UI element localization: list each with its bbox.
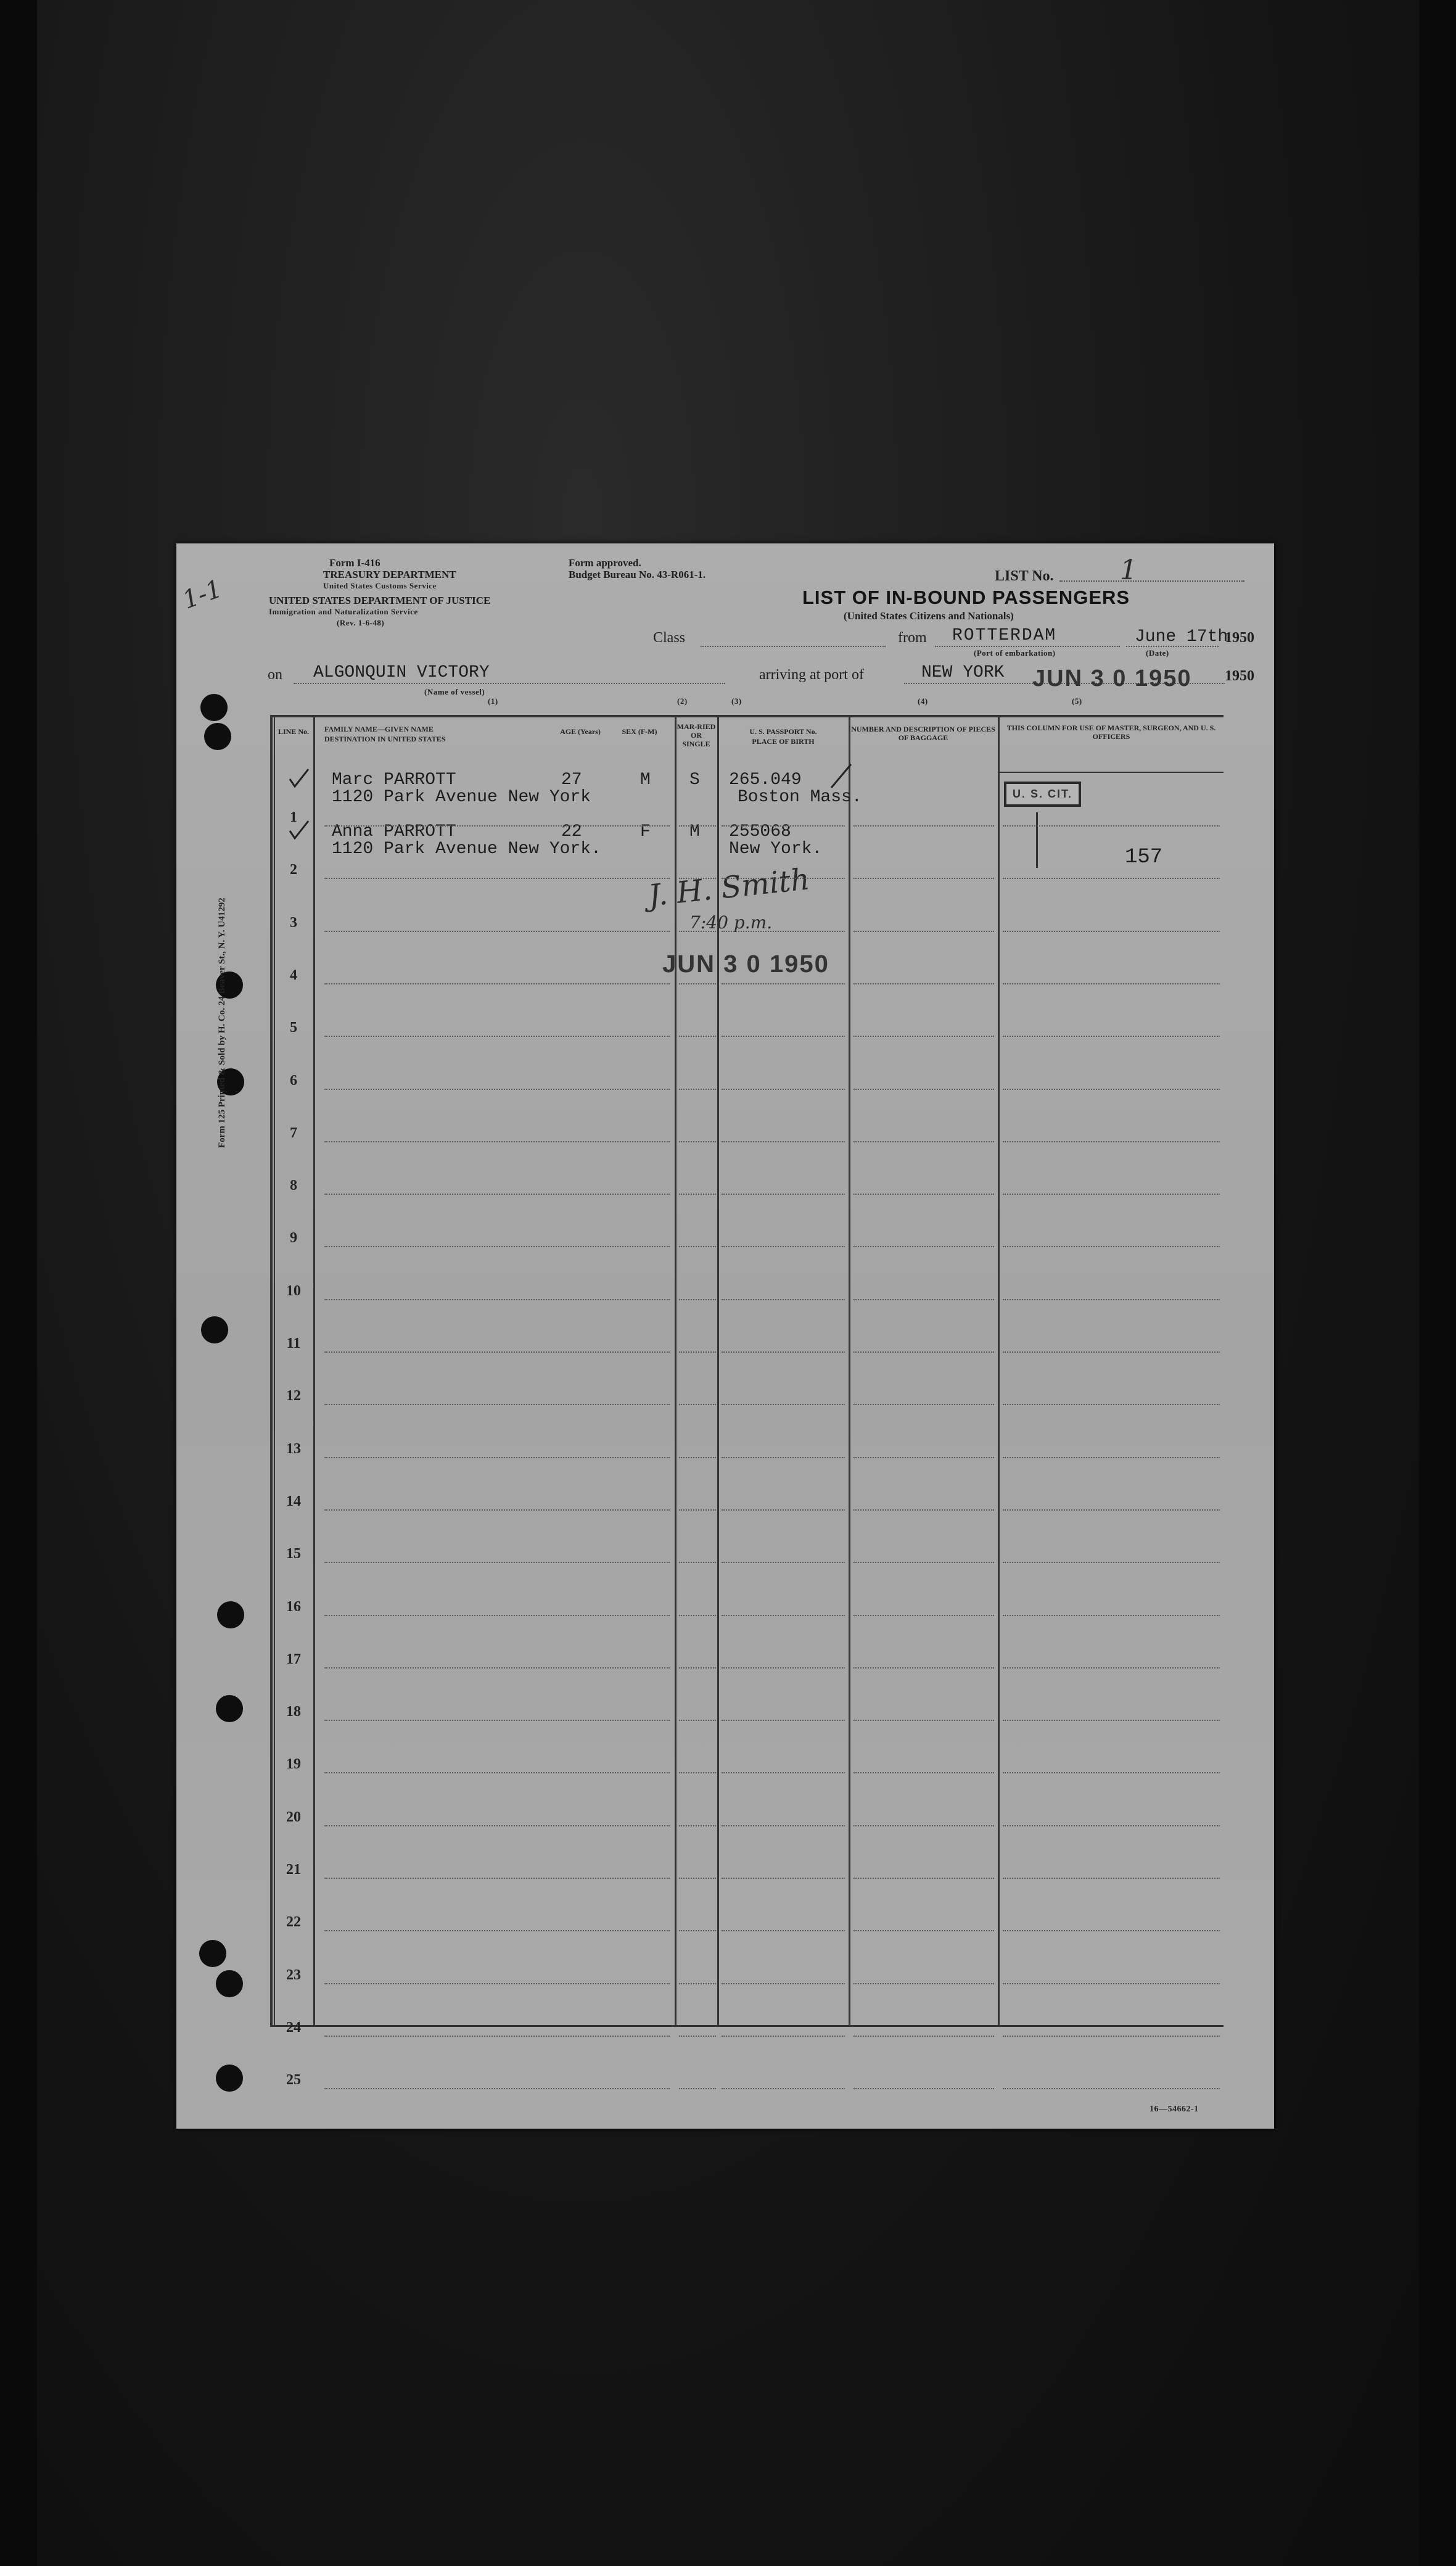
row-rule bbox=[722, 1194, 845, 1195]
row-rule bbox=[853, 1562, 994, 1563]
row-rule bbox=[853, 1667, 994, 1669]
line-number: 9 bbox=[290, 1230, 297, 1247]
vessel-name: ALGONQUIN VICTORY bbox=[313, 663, 490, 682]
row-rule bbox=[1003, 1246, 1220, 1247]
row-rule bbox=[722, 1246, 845, 1247]
row-rule bbox=[722, 1825, 845, 1826]
port-embark-caption: (Port of embarkation) bbox=[974, 648, 1056, 658]
date-caption: (Date) bbox=[1146, 648, 1169, 658]
passenger-sex: F bbox=[640, 822, 651, 841]
line-number: 19 bbox=[286, 1756, 301, 1773]
row-rule bbox=[1003, 1825, 1220, 1826]
line-number: 3 bbox=[290, 914, 297, 931]
row-rule bbox=[679, 1825, 716, 1826]
form-approved: Form approved. bbox=[569, 557, 641, 569]
line-number: 6 bbox=[290, 1072, 297, 1089]
row-rule bbox=[324, 1457, 670, 1458]
row-rule bbox=[1003, 931, 1220, 932]
row-rule bbox=[1003, 1667, 1220, 1669]
punch-hole bbox=[216, 2065, 243, 2092]
port-of-embarkation: ROTTERDAM bbox=[952, 626, 1057, 645]
line-number: 7 bbox=[290, 1124, 297, 1141]
row-rule bbox=[679, 1720, 716, 1721]
col-age: AGE (Years) bbox=[560, 727, 601, 736]
row-rule bbox=[324, 1930, 670, 1931]
row-rule bbox=[853, 1246, 994, 1247]
line-number: 12 bbox=[286, 1388, 301, 1405]
line-number: 5 bbox=[290, 1020, 297, 1036]
col-birthplace: PLACE OF BIRTH bbox=[752, 737, 815, 746]
film-edge-left bbox=[0, 0, 37, 2566]
row-rule bbox=[679, 1299, 716, 1300]
inspector-time: 7:40 p.m. bbox=[689, 912, 773, 933]
row-rule bbox=[722, 1351, 845, 1353]
row-rule bbox=[324, 1404, 670, 1405]
customs-service: United States Customs Service bbox=[323, 581, 437, 590]
punch-hole bbox=[216, 1695, 243, 1722]
row-rule bbox=[679, 931, 716, 932]
col-baggage: NUMBER AND DESCRIPTION OF PIECES OF BAGGAGE bbox=[851, 725, 995, 742]
row-rule bbox=[853, 1878, 994, 1879]
row-rule bbox=[853, 983, 994, 984]
year-2: 1950 bbox=[1225, 668, 1254, 684]
row-rule bbox=[722, 1141, 845, 1142]
row-rule bbox=[324, 1036, 670, 1037]
row-rule bbox=[679, 1141, 716, 1142]
row-rule bbox=[679, 1246, 716, 1247]
row-rule bbox=[722, 1509, 845, 1511]
row-rule bbox=[853, 1036, 994, 1037]
row-rule bbox=[722, 2088, 845, 2089]
passenger-birthplace: Boston Mass. bbox=[738, 788, 862, 807]
row-rule bbox=[324, 1299, 670, 1300]
row-rule bbox=[679, 1457, 716, 1458]
passenger-destination: 1120 Park Avenue New York bbox=[332, 788, 591, 807]
row-rule bbox=[679, 1878, 716, 1879]
row-rule bbox=[1003, 1036, 1220, 1037]
us-citizen-stamp: U. S. CIT. bbox=[1004, 782, 1081, 807]
tick-mark-icon bbox=[829, 761, 853, 791]
col-sex: SEX (F-M) bbox=[622, 727, 657, 736]
row-rule bbox=[853, 1930, 994, 1931]
row-rule bbox=[1003, 1299, 1220, 1300]
row-rule bbox=[679, 1036, 716, 1037]
row-rule bbox=[679, 1089, 716, 1090]
row-rule bbox=[1003, 1878, 1220, 1879]
row-rule bbox=[853, 1089, 994, 1090]
row-rule bbox=[324, 2036, 670, 2037]
row-rule bbox=[679, 1404, 716, 1405]
col-name: FAMILY NAME—GIVEN NAME bbox=[324, 725, 434, 733]
passenger-marital: S bbox=[689, 770, 700, 790]
row-rule bbox=[1003, 1194, 1220, 1195]
row-rule bbox=[853, 1141, 994, 1142]
passenger-name: Marc PARROTT bbox=[332, 770, 456, 790]
punch-hole bbox=[200, 694, 228, 721]
row-rule bbox=[324, 1089, 670, 1090]
on-label: on bbox=[268, 667, 282, 683]
row-rule bbox=[324, 878, 670, 879]
check-mark-icon bbox=[287, 767, 312, 791]
row-rule bbox=[1003, 1615, 1220, 1616]
passenger-birthplace: New York. bbox=[729, 840, 823, 859]
row-rule bbox=[324, 1878, 670, 1879]
row-rule bbox=[722, 1562, 845, 1563]
line-number: 13 bbox=[286, 1440, 301, 1457]
line-number: 11 bbox=[286, 1335, 301, 1351]
arriving-label: arriving at port of bbox=[759, 667, 864, 683]
row-rule bbox=[853, 1194, 994, 1195]
row-rule bbox=[722, 1036, 845, 1037]
row-rule bbox=[853, 1404, 994, 1405]
row-rule bbox=[853, 1720, 994, 1721]
row-rule bbox=[1003, 1351, 1220, 1353]
row-rule bbox=[722, 1615, 845, 1616]
row-rule bbox=[853, 2088, 994, 2089]
row-rule bbox=[324, 931, 670, 932]
row-rule bbox=[324, 1772, 670, 1773]
row-rule bbox=[1003, 1089, 1220, 1090]
film-edge-right bbox=[1419, 0, 1456, 2566]
row-rule bbox=[1003, 1404, 1220, 1405]
row-rule bbox=[853, 2036, 994, 2037]
col-officers: THIS COLUMN FOR USE OF MASTER, SURGEON, AND U. S. OFFICERS bbox=[1006, 724, 1216, 741]
line-number: 24 bbox=[286, 2019, 301, 2036]
corner-mark: 1-1 bbox=[179, 574, 226, 615]
row-rule bbox=[679, 2088, 716, 2089]
line-number: 22 bbox=[286, 1914, 301, 1931]
row-rule bbox=[722, 2036, 845, 2037]
revision: (Rev. 1-6-48) bbox=[337, 618, 385, 627]
row-rule bbox=[679, 1983, 716, 1984]
side-margin-imprint: Form 125 Printed & Sold by H. Co. 24 Beaver St., N. Y. U41292 bbox=[217, 897, 227, 1148]
line-number: 23 bbox=[286, 1966, 301, 1983]
punch-hole bbox=[216, 1970, 243, 1997]
passenger-sex: M bbox=[640, 770, 651, 790]
row-rule bbox=[853, 1457, 994, 1458]
line-number: 2 bbox=[290, 862, 297, 878]
row-rule bbox=[722, 1930, 845, 1931]
row-rule bbox=[324, 1667, 670, 1669]
row-rule bbox=[679, 1351, 716, 1353]
row-rule bbox=[324, 1141, 670, 1142]
row-rule bbox=[853, 1772, 994, 1773]
punch-hole bbox=[204, 723, 231, 750]
punch-hole bbox=[199, 1940, 226, 1967]
row-rule bbox=[722, 1089, 845, 1090]
line-number: 10 bbox=[286, 1282, 301, 1299]
line-number: 14 bbox=[286, 1493, 301, 1509]
row-rule bbox=[722, 1720, 845, 1721]
row-rule bbox=[722, 1667, 845, 1669]
form-title: LIST OF IN-BOUND PASSENGERS bbox=[802, 587, 1130, 608]
punch-hole bbox=[217, 1601, 244, 1628]
row-rule bbox=[853, 1351, 994, 1353]
class-label: Class bbox=[653, 630, 686, 646]
row-rule bbox=[324, 1246, 670, 1247]
row-rule bbox=[1003, 1457, 1220, 1458]
row-rule bbox=[853, 1825, 994, 1826]
port-of-arrival: NEW YORK bbox=[921, 663, 1005, 682]
passenger-passport: 255068 bbox=[729, 822, 791, 841]
col-married: MAR-RIED OR SINGLE bbox=[677, 722, 716, 748]
punch-hole bbox=[201, 1316, 228, 1343]
row-rule bbox=[324, 1615, 670, 1616]
row-rule bbox=[1003, 878, 1220, 879]
row-rule bbox=[1003, 1720, 1220, 1721]
row-rule bbox=[1003, 1509, 1220, 1511]
row-rule bbox=[324, 983, 670, 984]
row-rule bbox=[324, 2088, 670, 2089]
row-rule bbox=[1003, 2036, 1220, 2037]
row-rule bbox=[853, 1509, 994, 1511]
row-rule bbox=[324, 1509, 670, 1511]
col-passport: U. S. PASSPORT No. bbox=[749, 727, 817, 736]
line-number: 17 bbox=[286, 1651, 301, 1667]
form-number: Form I-416 bbox=[329, 557, 380, 569]
row-rule bbox=[853, 1615, 994, 1616]
row-rule bbox=[722, 1457, 845, 1458]
line-number: 25 bbox=[286, 2072, 301, 2089]
line-number: 4 bbox=[290, 967, 297, 983]
row-rule bbox=[324, 1825, 670, 1826]
line-number: 1 bbox=[290, 809, 297, 825]
row-rule bbox=[722, 1404, 845, 1405]
passenger-passport: 265.049 bbox=[729, 770, 802, 790]
justice-dept: UNITED STATES DEPARTMENT OF JUSTICE bbox=[269, 595, 491, 606]
passenger-name: Anna PARROTT bbox=[332, 822, 456, 841]
row-rule bbox=[679, 1930, 716, 1931]
row-rule bbox=[722, 825, 845, 827]
line-number: 18 bbox=[286, 1704, 301, 1720]
arrival-date-stamp: JUN 3 0 1950 bbox=[1032, 666, 1192, 691]
col-line-no: LINE No. bbox=[278, 727, 309, 736]
from-label: from bbox=[898, 630, 927, 646]
row-rule bbox=[722, 1772, 845, 1773]
immigration-service: Immigration and Naturalization Service bbox=[269, 607, 418, 616]
row-rule bbox=[679, 1667, 716, 1669]
row-rule bbox=[324, 1720, 670, 1721]
line-number: 8 bbox=[290, 1178, 297, 1194]
row-rule bbox=[679, 1509, 716, 1511]
budget-bureau: Budget Bureau No. 43-R061-1. bbox=[569, 569, 706, 580]
line-number: 21 bbox=[286, 1862, 301, 1878]
row-rule bbox=[324, 1351, 670, 1353]
row-rule bbox=[1003, 1930, 1220, 1931]
row-rule bbox=[679, 1615, 716, 1616]
row-rule bbox=[679, 878, 716, 879]
year-1: 1950 bbox=[1225, 630, 1254, 646]
passenger-age: 22 bbox=[561, 822, 582, 841]
row-rule bbox=[324, 825, 670, 827]
line-number: 16 bbox=[286, 1598, 301, 1615]
passenger-marital: M bbox=[689, 822, 700, 841]
vessel-caption: (Name of vessel) bbox=[424, 687, 485, 696]
row-rule bbox=[722, 1983, 845, 1984]
row-rule bbox=[853, 878, 994, 879]
row-rule bbox=[722, 1299, 845, 1300]
row-rule bbox=[853, 825, 994, 827]
list-no-value: 1 bbox=[1120, 555, 1137, 586]
passenger-destination: 1120 Park Avenue New York. bbox=[332, 840, 601, 859]
list-no-label: LIST No. bbox=[995, 568, 1054, 584]
line-number: 15 bbox=[286, 1546, 301, 1562]
form-subtitle: (United States Citizens and Nationals) bbox=[844, 610, 1014, 622]
row-rule bbox=[722, 931, 845, 932]
row-rule bbox=[324, 1983, 670, 1984]
row-rule bbox=[853, 931, 994, 932]
row-rule bbox=[1003, 825, 1220, 827]
inspection-date-stamp: JUN 3 0 1950 bbox=[662, 951, 829, 978]
passenger-manifest-page: 1-1 Form 125 Printed & Sold by H. Co. 24 Beaver St., N. Y. U41292 Form I-416 TREASURY DEPARTMENT United States Customs Service UNITED STATES DEPARTMENT OF JUSTICE Immigration and Naturalization Service (Rev. 1-6-48) Form approved. Budget Bureau No. 43-R061-1. LIST OF IN-BOUND PASSENGERS (United States Citizens and Nationals) LIST No. 1 Class from ROTTERDAM (Port of embarkation) June 17th (Date) 1950 on ALGONQUIN VICTORY (Name of vessel) arriving at port of NEW YORK JUN 3 0 1950 1950 (1) (2) (3) (4) (5) LINE No. FAMILY NAME—GIVEN NAME DESTINATION IN UNITED STATES AGE (Years) SEX (F-M) MAR-RIED OR SINGLE U. S. PASSPORT No. PLACE OF BIRTH NUMBER AND DESCRIPTION OF PIECES OF BAGGAGE THIS COLUMN FOR USE OF MASTER, SURGEON, AND U. S. OFFICERS Marc PARROTT 1120 Park Avenue New York 27 M S 265.049 Boston Mass. Anna PARROTT 1120 Park Avenue New York. 22 F M 255068 New York. U. S. CIT. 157 J. H. Smith 7:40 p.m. JUN 3 0 1950 1 2 3 4 5 6 7 8 9 10 11 12 13 14 15 16 17 18 19 20 21 22 23 24 25 16—54662-1 bbox=[176, 543, 1274, 2129]
row-rule bbox=[1003, 1983, 1220, 1984]
col-destination: DESTINATION IN UNITED STATES bbox=[324, 735, 446, 743]
row-rule bbox=[1003, 2088, 1220, 2089]
row-rule bbox=[679, 983, 716, 984]
row-rule bbox=[679, 1562, 716, 1563]
row-rule bbox=[324, 1562, 670, 1563]
row-rule bbox=[679, 1772, 716, 1773]
row-rule bbox=[853, 1299, 994, 1300]
row-rule bbox=[679, 2036, 716, 2037]
row-rule bbox=[722, 878, 845, 879]
treasury-dept: TREASURY DEPARTMENT bbox=[323, 569, 456, 580]
row-rule bbox=[1003, 983, 1220, 984]
row-rule bbox=[1003, 1772, 1220, 1773]
row-rule bbox=[722, 983, 845, 984]
line-number: 20 bbox=[286, 1809, 301, 1825]
inspector-signature: J. H. Smith bbox=[646, 862, 812, 914]
footer-code: 16—54662-1 bbox=[1150, 2105, 1199, 2114]
row-rule bbox=[324, 1194, 670, 1195]
row-rule bbox=[1003, 1141, 1220, 1142]
row-rule bbox=[679, 1194, 716, 1195]
officer-number: 157 bbox=[1125, 846, 1163, 869]
row-rule bbox=[853, 1983, 994, 1984]
departure-date: June 17th bbox=[1135, 627, 1228, 646]
passenger-age: 27 bbox=[561, 770, 582, 790]
row-rule bbox=[1003, 1562, 1220, 1563]
row-rule bbox=[679, 825, 716, 827]
row-rule bbox=[722, 1878, 845, 1879]
